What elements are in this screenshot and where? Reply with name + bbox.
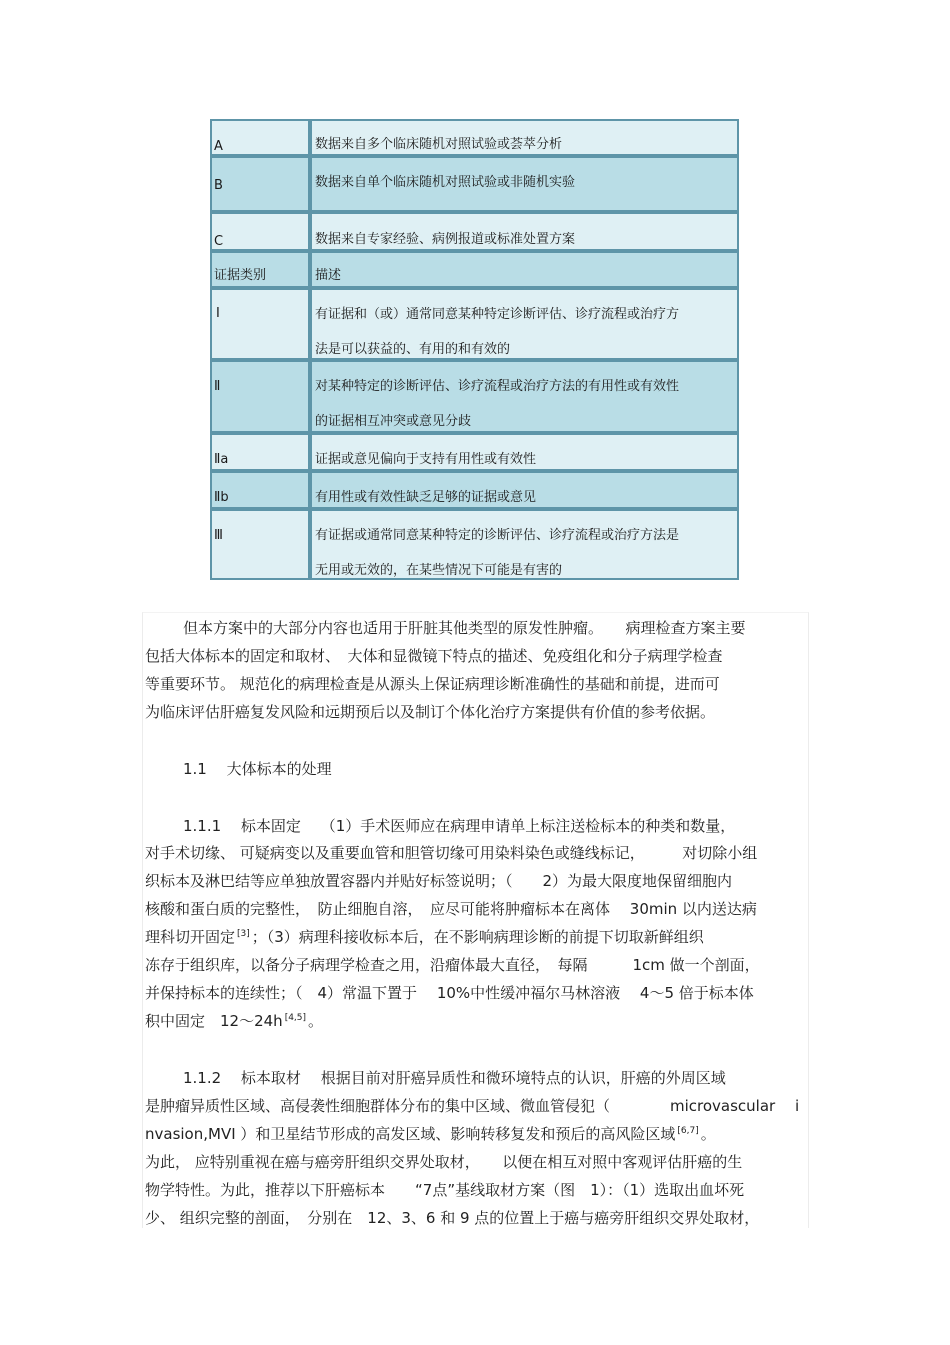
text-line: 为此， 应特别重视在癌与癌旁肝组织交界处取材， 以便在相互对照中客观评估肝癌的生 xyxy=(145,1153,743,1171)
table-cell-grade: Ⅱa xyxy=(210,433,310,471)
text-line: 冻存于组织库，以备分子病理学检查之用，沿瘤体最大直径， 每隔 1cm 做一个剖面， xyxy=(145,956,760,974)
text-line: 为临床评估肝癌复发风险和远期预后以及制订个体化治疗方案提供有价值的参考依据。 xyxy=(145,703,716,721)
table-cell-grade: Ⅲ xyxy=(210,509,310,580)
citation-ref: [3] xyxy=(237,929,250,939)
table-cell-grade: C xyxy=(210,212,310,251)
text-line: 物学特性。为此，推荐以下肝癌标本 “7点”基线取材方案（图 1）：（1）选取出血坏死 xyxy=(145,1181,745,1199)
table-cell-description: 数据来自专家经验、病例报道或标准处置方案 xyxy=(310,212,739,251)
text-line: nvasion,MVI ）和卫星结节形成的高发区域、影响转移复发和预后的高风险区域 [6,7] 。 xyxy=(145,1125,716,1143)
section-heading: 1.1 大体标本的处理 xyxy=(183,760,332,778)
table-header-category: 证据类别 xyxy=(210,251,310,288)
table-cell-grade: Ⅱb xyxy=(210,471,310,509)
text-line: 织标本及淋巴结等应单独放置容器内并贴好标签说明；（ 2）为最大限度地保留细胞内 xyxy=(145,872,733,890)
table-cell-description: 有用性或有效性缺乏足够的证据或意见 xyxy=(310,471,739,509)
table-header-description: 描述 xyxy=(310,251,739,288)
text-line: 是肿瘤异质性区域、高侵袭性细胞群体分布的集中区域、微血管侵犯（ microvascular i xyxy=(145,1097,800,1115)
table-cell-description: 证据或意见偏向于支持有用性或有效性 xyxy=(310,433,739,471)
text-line: 但本方案中的大部分内容也适用于肝脏其他类型的原发性肿瘤。 病理检查方案主要 xyxy=(183,619,746,637)
table-cell-description: 数据来自多个临床随机对照试验或荟萃分析 xyxy=(310,119,739,156)
table-cell-description: 有证据和（或）通常同意某种特定诊断评估、诊疗流程或治疗方 法是可以获益的、有用的和有效的 xyxy=(310,288,739,360)
table-cell-grade: Ⅰ xyxy=(210,288,310,360)
text-line: 并保持标本的连续性；（ 4）常温下置于 10%中性缓冲福尔马林溶液 4～5 倍于标本体 xyxy=(145,984,754,1002)
table-cell-grade: B xyxy=(210,156,310,212)
table-cell-grade: A xyxy=(210,119,310,156)
table-cell-description: 数据来自单个临床随机对照试验或非随机实验 xyxy=(310,156,739,212)
text-line: 积中固定 12～24h [4,5] 。 xyxy=(145,1012,324,1030)
text-line: 对手术切缘、 可疑病变以及重要血管和胆管切缘可用染料染色或缝线标记， 对切除小组 xyxy=(145,844,758,862)
citation-ref: [6,7] xyxy=(677,1126,699,1136)
text-line: 1.1.2 标本取材 根据目前对肝癌异质性和微环境特点的认识，肝癌的外周区域 xyxy=(183,1069,726,1087)
text-line: 等重要环节。 规范化的病理检查是从源头上保证病理诊断准确性的基础和前提，进而可 xyxy=(145,675,720,693)
text-line: 少、 组织完整的剖面， 分别在 12、3、6 和 9 点的位置上于癌与癌旁肝组织交界处取材， xyxy=(145,1209,760,1227)
table-cell-description: 有证据或通常同意某种特定的诊断评估、诊疗流程或治疗方法是 无用或无效的，在某些情况下可能是有害的 xyxy=(310,509,739,580)
text-line: 包括大体标本的固定和取材、 大体和显微镜下特点的描述、免疫组化和分子病理学检查 xyxy=(145,647,723,665)
text-line: 核酸和蛋白质的完整性， 防止细胞自溶， 应尽可能将肿瘤标本在离体 30min 以内送达病 xyxy=(145,900,757,918)
table-cell-description: 对某种特定的诊断评估、诊疗流程或治疗方法的有用性或有效性 的证据相互冲突或意见分歧 xyxy=(310,360,739,433)
text-line: 1.1.1 标本固定 （1）手术医师应在病理申请单上标注送检标本的种类和数量， xyxy=(183,817,736,835)
table-cell-grade: Ⅱ xyxy=(210,360,310,433)
text-line: 理科切开固定 [3] ；（3）病理科接收标本后，在不影响病理诊断的前提下切取新鲜组织 xyxy=(145,928,704,946)
citation-ref: [4,5] xyxy=(284,1013,307,1023)
document-body xyxy=(142,612,809,1228)
